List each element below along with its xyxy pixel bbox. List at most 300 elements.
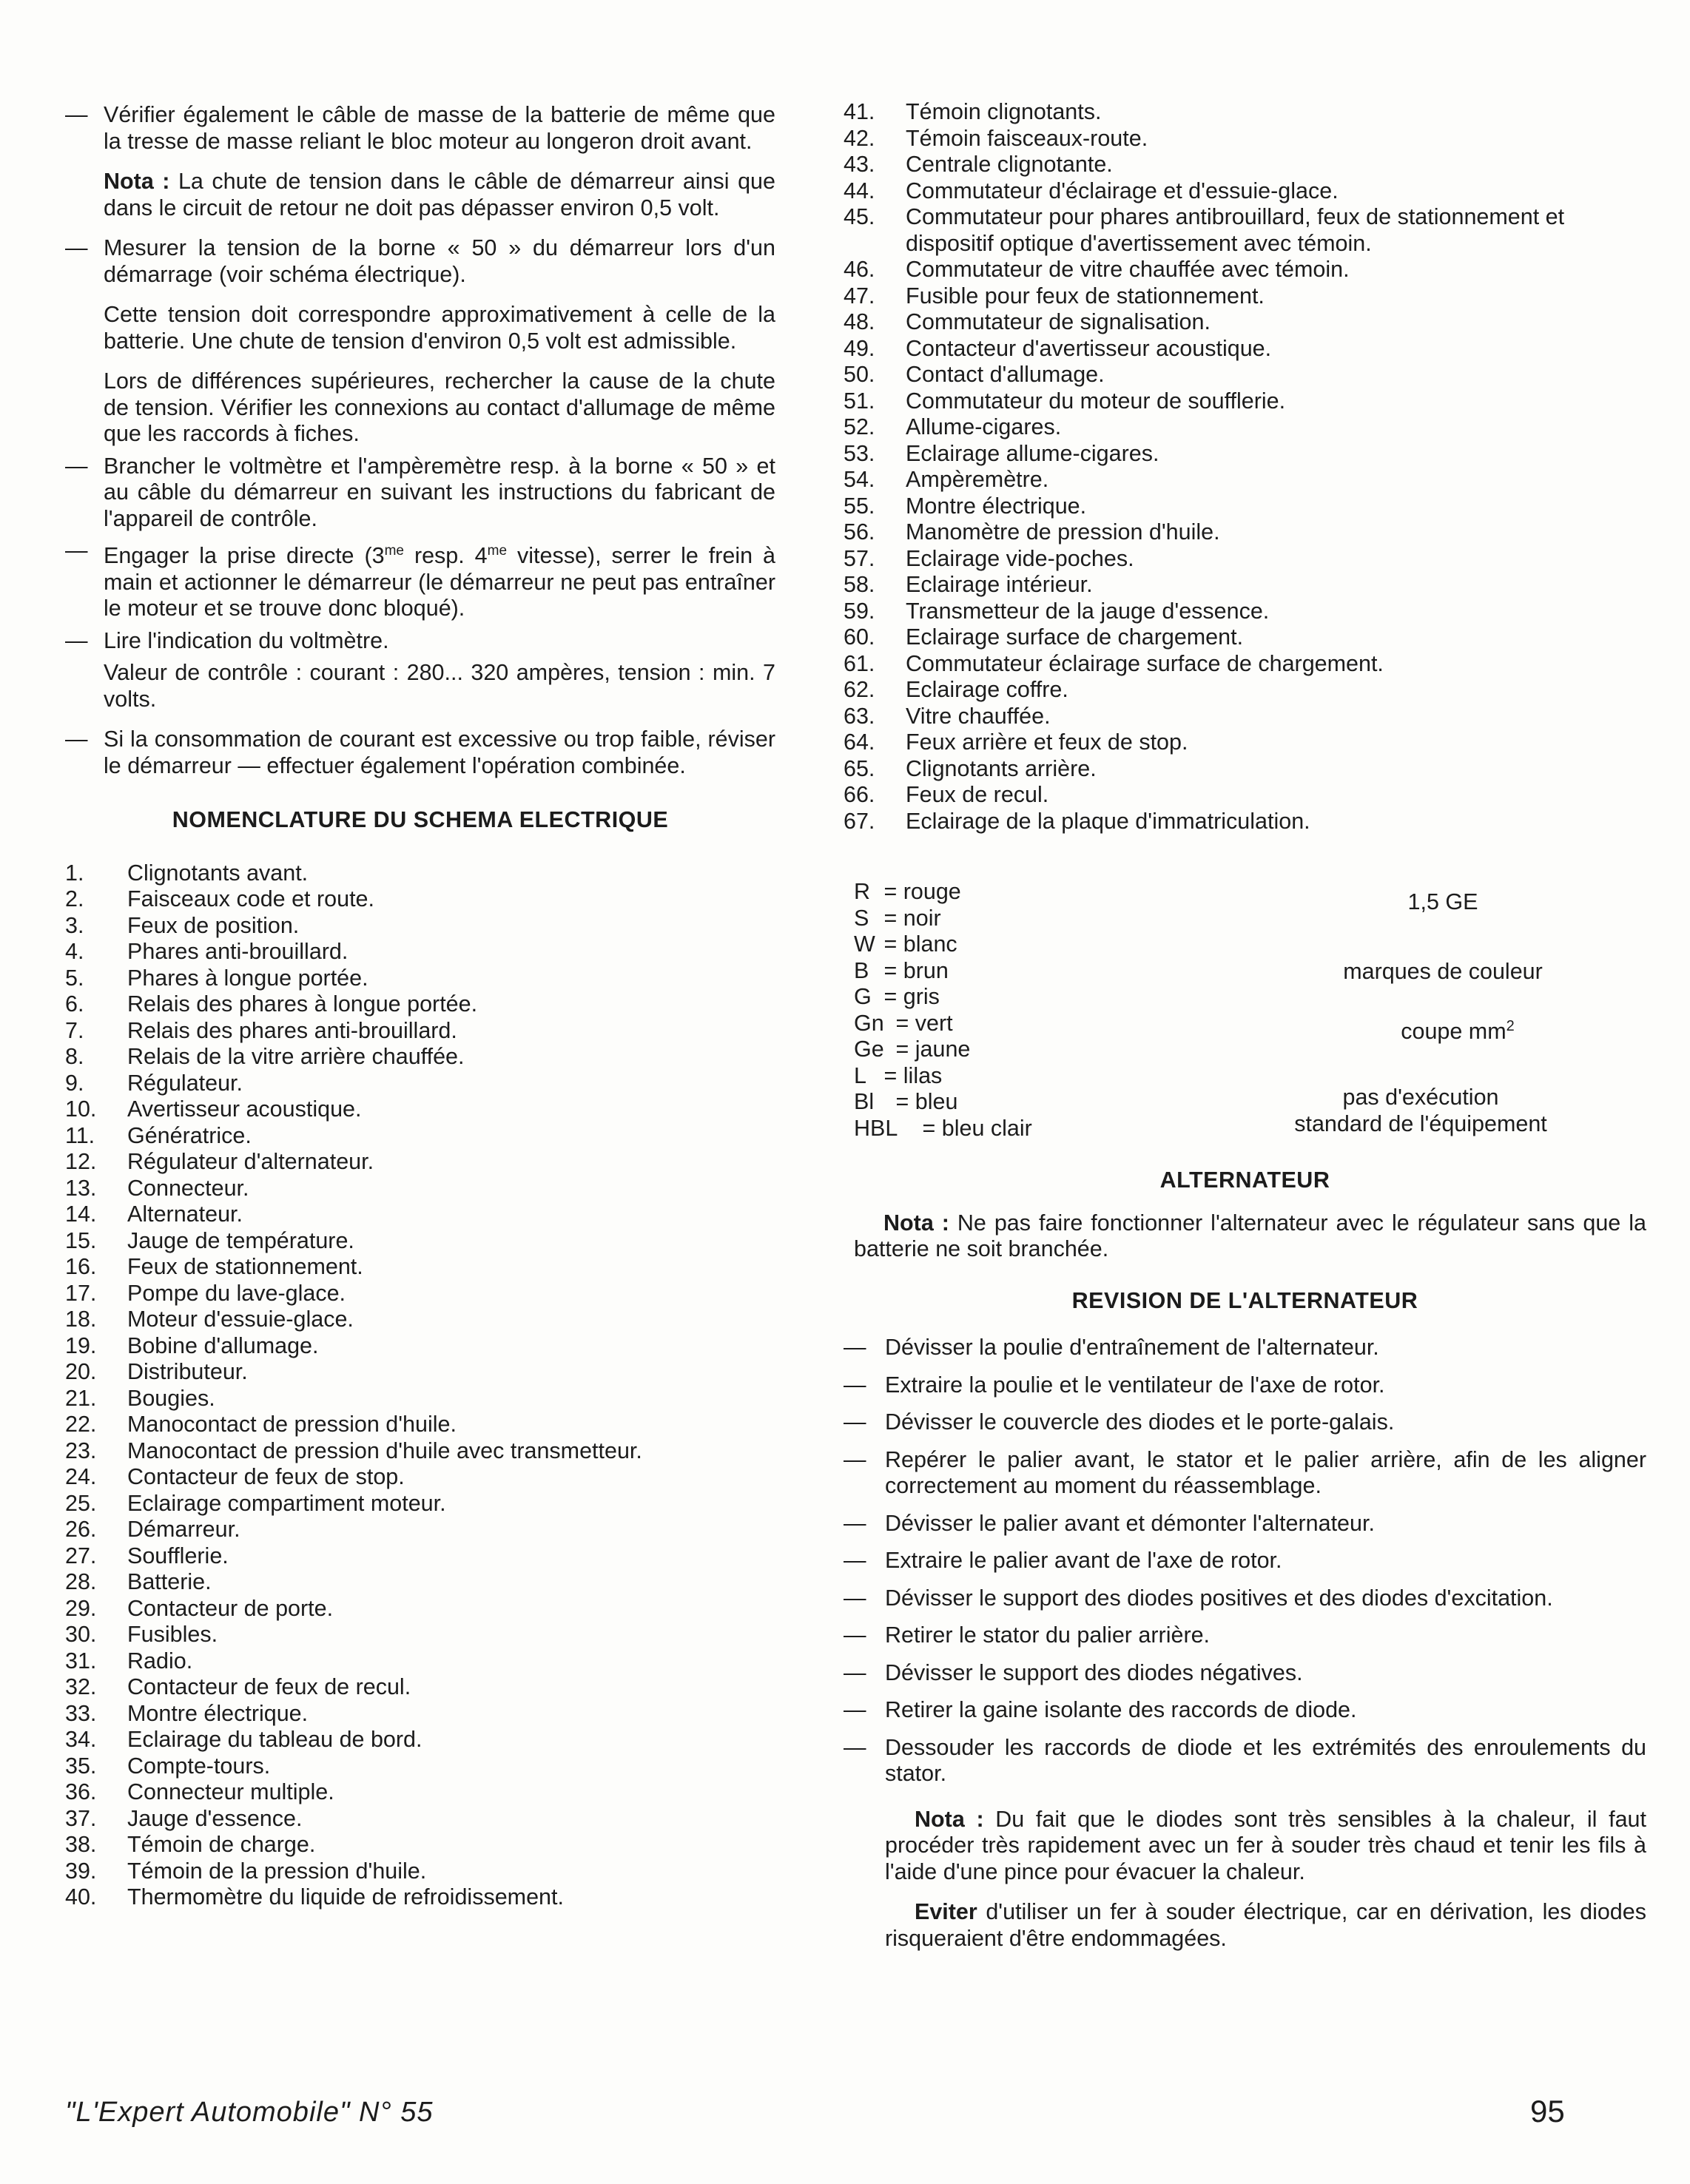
item-number: 41. bbox=[844, 99, 875, 124]
page-number: 95 bbox=[1530, 2094, 1565, 2129]
item-text: Connecteur. bbox=[127, 1175, 249, 1201]
list-item bbox=[65, 1176, 775, 1202]
instruction-item bbox=[65, 538, 775, 622]
instruction-item bbox=[65, 454, 775, 533]
item-text: Relais de la vitre arrière chauffée. bbox=[127, 1044, 465, 1070]
color-name: gris bbox=[903, 984, 940, 1009]
revision-step bbox=[844, 1585, 1646, 1612]
dash-marker: — bbox=[844, 1372, 866, 1398]
item-number: 26. bbox=[65, 1517, 97, 1543]
item-text: Manomètre de pression d'huile. bbox=[906, 519, 1220, 545]
item-text: Feux de position. bbox=[127, 912, 300, 938]
color-code-row bbox=[854, 879, 1032, 906]
revision-step bbox=[844, 1511, 1646, 1537]
list-item bbox=[844, 546, 1646, 573]
item-number: 55. bbox=[844, 493, 875, 519]
item-text: Phares à longue portée. bbox=[127, 965, 368, 991]
item-number: 48. bbox=[844, 309, 875, 334]
list-item bbox=[65, 913, 775, 940]
list-item bbox=[65, 1359, 775, 1386]
nomenclature-heading: NOMENCLATURE DU SCHEMA ELECTRIQUE bbox=[172, 807, 669, 833]
list-item bbox=[65, 1123, 775, 1150]
item-text: Fusibles. bbox=[127, 1622, 218, 1648]
list-item bbox=[844, 362, 1646, 388]
item-number: 61. bbox=[844, 650, 875, 676]
list-item bbox=[844, 677, 1646, 704]
color-code: L bbox=[854, 1062, 866, 1088]
item-number: 14. bbox=[65, 1201, 97, 1227]
step-text: Extraire le palier avant de l'axe de rotor. bbox=[885, 1548, 1282, 1573]
list-item bbox=[65, 1779, 775, 1806]
dash-marker: — bbox=[65, 453, 88, 479]
list-item bbox=[65, 1096, 775, 1123]
list-item bbox=[65, 939, 775, 965]
equals-sign: = bbox=[878, 984, 903, 1009]
dash-marker: — bbox=[844, 1335, 866, 1360]
item-number: 36. bbox=[65, 1779, 97, 1805]
dash-marker: — bbox=[844, 1548, 866, 1573]
list-item bbox=[844, 624, 1646, 651]
dash-marker: — bbox=[844, 1697, 866, 1722]
item-text: Commutateur éclairage surface de chargement. bbox=[906, 650, 1384, 676]
color-code-row bbox=[854, 1063, 1032, 1090]
publication-footer: "L'Expert Automobile" N° 55 bbox=[65, 2097, 434, 2128]
item-text: Thermomètre du liquide de refroidissement. bbox=[127, 1884, 564, 1910]
nomenclature-list-41-67 bbox=[844, 99, 1646, 835]
item-text: Transmetteur de la jauge d'essence. bbox=[906, 598, 1270, 624]
item-number: 67. bbox=[844, 808, 875, 834]
paragraph-text: La chute de tension dans le câble de démarreur ainsi que dans le circuit de retour ne doit pas dépasser environ 0,5 volt. bbox=[104, 169, 775, 220]
list-item bbox=[65, 1386, 775, 1412]
item-text: Commutateur du moteur de soufflerie. bbox=[906, 388, 1286, 414]
item-text: Jauge d'essence. bbox=[127, 1805, 303, 1831]
instruction-paragraph bbox=[104, 302, 775, 354]
legend-non-standard bbox=[1199, 1085, 1643, 1137]
item-text: Feux arrière et feux de stop. bbox=[906, 729, 1188, 755]
list-item bbox=[65, 1884, 775, 1911]
color-code: G bbox=[854, 984, 872, 1009]
item-text: Contacteur de feux de stop. bbox=[127, 1464, 405, 1490]
color-code-row bbox=[854, 906, 1032, 932]
item-number: 43. bbox=[844, 152, 875, 177]
revision-step bbox=[844, 1372, 1646, 1399]
color-code-list bbox=[854, 879, 1032, 1142]
legend-non-standard-line2: standard de l'équipement bbox=[1294, 1110, 1547, 1136]
dash-marker: — bbox=[65, 102, 88, 127]
alternator-heading: ALTERNATEUR bbox=[1159, 1167, 1330, 1193]
item-text: Jauge de température. bbox=[127, 1227, 354, 1253]
step-text: Retirer le stator du palier arrière. bbox=[885, 1622, 1211, 1648]
dash-marker: — bbox=[65, 538, 88, 563]
list-item bbox=[65, 1806, 775, 1833]
step-text: Dévisser le palier avant et démonter l'alternateur. bbox=[885, 1510, 1375, 1536]
list-item bbox=[65, 1201, 775, 1228]
item-number: 40. bbox=[65, 1884, 97, 1910]
list-item bbox=[65, 1228, 775, 1255]
item-number: 62. bbox=[844, 677, 875, 702]
list-item bbox=[844, 519, 1646, 546]
list-item bbox=[65, 1464, 775, 1491]
item-number: 16. bbox=[65, 1254, 97, 1280]
instruction-item bbox=[65, 727, 775, 779]
instruction-text: Brancher le voltmètre et l'ampèremètre resp. à la borne « 50 » et au câble du démarreur en suivant les instructions du fabricant de l'appareil de contrôle. bbox=[104, 453, 775, 531]
item-number: 57. bbox=[844, 545, 875, 571]
item-text: Batterie. bbox=[127, 1569, 212, 1595]
right-column bbox=[844, 99, 1646, 1966]
item-text: Ampèremètre. bbox=[906, 467, 1049, 492]
revision-step bbox=[844, 1548, 1646, 1574]
item-text: Eclairage de la plaque d'immatriculation. bbox=[906, 808, 1310, 834]
item-number: 5. bbox=[65, 965, 84, 991]
item-text: Soufflerie. bbox=[127, 1543, 229, 1568]
item-number: 31. bbox=[65, 1648, 97, 1674]
list-item bbox=[65, 1701, 775, 1728]
item-text: Phares anti-brouillard. bbox=[127, 939, 349, 965]
color-name: lilas bbox=[903, 1062, 943, 1088]
item-text: Feux de stationnement. bbox=[127, 1254, 363, 1280]
equals-sign: = bbox=[878, 879, 903, 904]
item-text: Connecteur multiple. bbox=[127, 1779, 334, 1805]
item-number: 2. bbox=[65, 886, 84, 912]
list-item bbox=[844, 467, 1646, 493]
list-item bbox=[65, 1307, 775, 1333]
color-code-row bbox=[854, 1089, 1032, 1116]
list-item bbox=[65, 965, 775, 992]
item-text: Eclairage coffre. bbox=[906, 677, 1068, 702]
list-item bbox=[844, 283, 1646, 310]
item-number: 49. bbox=[844, 335, 875, 361]
list-item bbox=[65, 1281, 775, 1307]
item-number: 12. bbox=[65, 1149, 97, 1175]
list-item bbox=[65, 1543, 775, 1570]
item-number: 24. bbox=[65, 1464, 97, 1490]
list-item bbox=[65, 1491, 775, 1517]
item-text: Pompe du lave-glace. bbox=[127, 1280, 346, 1306]
list-item bbox=[844, 809, 1646, 835]
item-text: Faisceaux code et route. bbox=[127, 886, 374, 912]
color-code-row bbox=[854, 958, 1032, 985]
color-code-row bbox=[854, 931, 1032, 958]
list-item bbox=[844, 204, 1646, 257]
list-item bbox=[844, 257, 1646, 283]
item-number: 32. bbox=[65, 1674, 97, 1700]
equals-sign: = bbox=[889, 1010, 915, 1036]
list-item bbox=[844, 493, 1646, 520]
item-number: 22. bbox=[65, 1412, 97, 1438]
revision-step bbox=[844, 1697, 1646, 1724]
list-item bbox=[844, 782, 1646, 809]
list-item bbox=[65, 860, 775, 887]
legend-section-text: coupe mm bbox=[1401, 1019, 1506, 1045]
color-code: B bbox=[854, 957, 869, 983]
item-number: 21. bbox=[65, 1385, 97, 1411]
item-number: 50. bbox=[844, 362, 875, 387]
note-label: Nota : bbox=[915, 1806, 984, 1832]
item-number: 17. bbox=[65, 1280, 97, 1306]
list-item bbox=[65, 1622, 775, 1648]
list-item bbox=[65, 1254, 775, 1281]
item-text: Contact d'allumage. bbox=[906, 362, 1105, 387]
instruction-paragraph bbox=[104, 368, 775, 448]
item-text: Allume-cigares. bbox=[906, 414, 1062, 439]
color-code-row bbox=[854, 984, 1032, 1011]
item-number: 56. bbox=[844, 519, 875, 545]
item-text: Commutateur d'éclairage et d'essuie-glace. bbox=[906, 178, 1339, 203]
color-code: Gn bbox=[854, 1010, 884, 1036]
item-text: Eclairage intérieur. bbox=[906, 572, 1093, 597]
list-item bbox=[65, 991, 775, 1018]
instruction-item bbox=[65, 102, 775, 155]
list-item bbox=[65, 886, 775, 913]
starter-check-instructions bbox=[65, 102, 775, 779]
legend-non-standard-line1: pas d'exécution bbox=[1342, 1085, 1499, 1110]
revision-step bbox=[844, 1409, 1646, 1436]
dash-marker: — bbox=[844, 1409, 866, 1435]
color-name: jaune bbox=[915, 1037, 971, 1062]
list-item bbox=[65, 1517, 775, 1543]
revision-step bbox=[844, 1735, 1646, 1787]
item-text: Distributeur. bbox=[127, 1359, 248, 1385]
list-item bbox=[844, 309, 1646, 336]
list-item bbox=[844, 729, 1646, 756]
text-fragment: resp. 4 bbox=[404, 543, 488, 569]
revision-step bbox=[844, 1660, 1646, 1687]
step-text: Extraire la poulie et le ventilateur de l'axe de rotor. bbox=[885, 1372, 1385, 1398]
item-text: Relais des phares à longue portée. bbox=[127, 991, 478, 1017]
item-number: 51. bbox=[844, 388, 875, 414]
step-text: Repérer le palier avant, le stator et le palier arrière, afin de les aligner correctement au moment du réassemblage. bbox=[885, 1446, 1646, 1498]
item-number: 63. bbox=[844, 703, 875, 729]
note-label: Nota : bbox=[104, 169, 170, 194]
equals-sign: = bbox=[878, 1062, 903, 1088]
list-item bbox=[65, 1727, 775, 1753]
item-number: 35. bbox=[65, 1753, 97, 1779]
item-number: 45. bbox=[844, 204, 875, 229]
equals-sign: = bbox=[878, 957, 903, 983]
instruction-item bbox=[65, 235, 775, 288]
item-number: 53. bbox=[844, 440, 875, 466]
item-text: Commutateur de signalisation. bbox=[906, 309, 1211, 334]
legend-color-marks: marques de couleur bbox=[1343, 959, 1543, 984]
color-code-row bbox=[854, 1011, 1032, 1037]
legend-section-exponent: 2 bbox=[1506, 1018, 1515, 1034]
item-text: Génératrice. bbox=[127, 1122, 252, 1148]
color-name: bleu bbox=[915, 1089, 958, 1114]
item-text: Contacteur de feux de recul. bbox=[127, 1674, 411, 1700]
color-code: S bbox=[854, 905, 869, 931]
nomenclature-list-1-40 bbox=[65, 860, 775, 1911]
item-number: 33. bbox=[65, 1700, 97, 1726]
item-number: 18. bbox=[65, 1307, 97, 1332]
legend-section bbox=[1295, 1014, 1620, 1045]
instruction-text: Lire l'indication du voltmètre. bbox=[104, 627, 389, 653]
list-item bbox=[65, 1648, 775, 1675]
item-number: 54. bbox=[844, 467, 875, 492]
paragraph-text: Cette tension doit correspondre approximativement à celle de la batterie. Une chute de tension d'environ 0,5 volt est admissible. bbox=[104, 302, 775, 354]
text-fragment: Engager la prise directe (3 bbox=[104, 543, 385, 569]
list-item bbox=[65, 1596, 775, 1622]
color-code-row bbox=[854, 1116, 1032, 1142]
item-text: Commutateur pour phares antibrouillard, feux de stationnement et dispositif optique d'avertissement avec témoin. bbox=[906, 204, 1565, 256]
color-code: R bbox=[854, 879, 871, 904]
item-text: Radio. bbox=[127, 1648, 193, 1674]
instruction-paragraph bbox=[104, 169, 775, 221]
warning-label: Eviter bbox=[915, 1899, 977, 1924]
item-text: Alternateur. bbox=[127, 1201, 243, 1227]
list-item bbox=[65, 1832, 775, 1858]
instruction-paragraph bbox=[104, 660, 775, 712]
revision-step bbox=[844, 1335, 1646, 1361]
item-number: 52. bbox=[844, 414, 875, 439]
list-item bbox=[844, 126, 1646, 152]
item-number: 34. bbox=[65, 1727, 97, 1753]
equals-sign: = bbox=[889, 1037, 915, 1062]
step-text: Dessouder les raccords de diode et les extrémités des enroulements du stator. bbox=[885, 1734, 1646, 1786]
item-text: Régulateur. bbox=[127, 1070, 243, 1096]
list-item bbox=[844, 152, 1646, 178]
list-item bbox=[844, 599, 1646, 625]
item-text: Contacteur de porte. bbox=[127, 1595, 334, 1621]
list-item bbox=[844, 414, 1646, 441]
diode-heat-note bbox=[885, 1807, 1646, 1886]
list-item bbox=[844, 336, 1646, 363]
item-text: Contacteur d'avertisseur acoustique. bbox=[906, 335, 1272, 361]
revision-steps bbox=[844, 1335, 1646, 1787]
instruction-text: Si la consommation de courant est excessive ou trop faible, réviser le démarreur — effectuer également l'opération combinée. bbox=[104, 727, 775, 778]
item-text: Eclairage surface de chargement. bbox=[906, 624, 1244, 650]
revision-step bbox=[844, 1622, 1646, 1649]
equals-sign: = bbox=[878, 905, 903, 931]
item-number: 47. bbox=[844, 283, 875, 309]
item-number: 46. bbox=[844, 257, 875, 282]
list-item bbox=[844, 388, 1646, 415]
instruction-text: Vérifier également le câble de masse de la batterie de même que la tresse de masse reliant le bloc moteur au longeron droit avant. bbox=[104, 102, 775, 154]
text-fragment: vitesse), serrer le frein à main et actionner le démarreur (le démarreur ne peut pas entraîner le moteur et se trouve donc bloqué). bbox=[104, 543, 775, 621]
list-item bbox=[844, 756, 1646, 783]
dash-marker: — bbox=[844, 1585, 866, 1611]
item-number: 29. bbox=[65, 1595, 97, 1621]
item-text: Bobine d'allumage. bbox=[127, 1332, 319, 1358]
note-text: Du fait que le diodes sont très sensibles à la chaleur, il faut procéder très rapidement avec un fer à souder très chaud et tenir les fils à l'aide d'une pince pour évacuer la chaleur. bbox=[885, 1806, 1646, 1884]
item-text: Fusible pour feux de stationnement. bbox=[906, 283, 1265, 309]
dash-marker: — bbox=[844, 1446, 866, 1472]
item-text: Manocontact de pression d'huile avec transmetteur. bbox=[127, 1438, 642, 1463]
item-text: Clignotants arrière. bbox=[906, 755, 1097, 781]
item-number: 38. bbox=[65, 1832, 97, 1858]
alternator-revision-heading: REVISION DE L'ALTERNATEUR bbox=[1071, 1287, 1418, 1313]
item-number: 66. bbox=[844, 782, 875, 807]
list-item bbox=[844, 704, 1646, 730]
text-fragment: me bbox=[384, 543, 404, 559]
paragraph-text: Lors de différences supérieures, rechercher la cause de la chute de tension. Vérifier les connexions au contact d'allumage de même que les raccords à fiches. bbox=[104, 368, 775, 446]
list-item bbox=[65, 1018, 775, 1045]
note-text: Ne pas faire fonctionner l'alternateur avec le régulateur sans que la batterie ne soit branchée. bbox=[854, 1210, 1646, 1261]
color-code: W bbox=[854, 931, 875, 957]
dash-marker: — bbox=[844, 1622, 866, 1648]
instruction-item bbox=[65, 628, 775, 655]
item-text: Centrale clignotante. bbox=[906, 152, 1113, 177]
color-code: Ge bbox=[854, 1037, 884, 1062]
color-name: rouge bbox=[903, 879, 961, 904]
dash-marker: — bbox=[844, 1734, 866, 1760]
list-item bbox=[65, 1569, 775, 1596]
left-column bbox=[65, 102, 775, 1911]
item-number: 27. bbox=[65, 1543, 97, 1568]
dash-marker: — bbox=[65, 627, 88, 653]
item-number: 42. bbox=[844, 125, 875, 151]
dash-marker: — bbox=[65, 235, 88, 260]
color-name: noir bbox=[903, 905, 941, 931]
list-item bbox=[65, 1333, 775, 1360]
text-fragment: me bbox=[487, 543, 508, 559]
item-text: Vitre chauffée. bbox=[906, 703, 1051, 729]
item-text: Commutateur de vitre chauffée avec témoin. bbox=[906, 257, 1350, 282]
item-number: 59. bbox=[844, 598, 875, 624]
item-number: 23. bbox=[65, 1438, 97, 1463]
step-text: Dévisser la poulie d'entraînement de l'alternateur. bbox=[885, 1335, 1379, 1360]
dash-marker: — bbox=[844, 1659, 866, 1685]
list-item bbox=[65, 1044, 775, 1071]
step-text: Retirer la gaine isolante des raccords de diode. bbox=[885, 1697, 1357, 1722]
item-text: Témoin faisceaux-route. bbox=[906, 125, 1148, 151]
item-number: 1. bbox=[65, 860, 84, 886]
item-text: Bougies. bbox=[127, 1385, 215, 1411]
item-text: Relais des phares anti-brouillard. bbox=[127, 1017, 457, 1043]
item-text: Manocontact de pression d'huile. bbox=[127, 1412, 457, 1438]
step-text: Dévisser le support des diodes positives et des diodes d'excitation. bbox=[885, 1585, 1553, 1611]
list-item bbox=[65, 1674, 775, 1701]
item-number: 10. bbox=[65, 1096, 97, 1122]
color-name: bleu clair bbox=[941, 1115, 1032, 1141]
item-text: Témoin clignotants. bbox=[906, 99, 1102, 124]
list-item bbox=[65, 1858, 775, 1885]
item-number: 30. bbox=[65, 1622, 97, 1648]
step-text: Dévisser le couvercle des diodes et le porte-galais. bbox=[885, 1409, 1395, 1435]
equals-sign: = bbox=[889, 1089, 915, 1114]
list-item bbox=[65, 1071, 775, 1097]
list-item bbox=[65, 1412, 775, 1438]
color-code: Bl bbox=[854, 1089, 875, 1114]
item-number: 20. bbox=[65, 1359, 97, 1385]
equals-sign: = bbox=[878, 931, 903, 957]
color-name: blanc bbox=[903, 931, 957, 957]
list-item bbox=[65, 1753, 775, 1780]
item-number: 64. bbox=[844, 729, 875, 755]
dash-marker: — bbox=[844, 1510, 866, 1536]
item-text: Témoin de charge. bbox=[127, 1832, 316, 1858]
item-text: Eclairage vide-poches. bbox=[906, 545, 1134, 571]
color-name: vert bbox=[915, 1010, 953, 1036]
item-number: 15. bbox=[65, 1227, 97, 1253]
item-number: 8. bbox=[65, 1044, 84, 1070]
item-number: 44. bbox=[844, 178, 875, 203]
color-code-row bbox=[854, 1037, 1032, 1063]
item-text: Moteur d'essuie-glace. bbox=[127, 1307, 354, 1332]
item-number: 6. bbox=[65, 991, 84, 1017]
item-text: Montre électrique. bbox=[906, 493, 1087, 519]
color-name: brun bbox=[903, 957, 949, 983]
color-code: HBL bbox=[854, 1115, 898, 1141]
item-text: Avertisseur acoustique. bbox=[127, 1096, 362, 1122]
item-text: Eclairage du tableau de bord. bbox=[127, 1727, 422, 1753]
item-number: 39. bbox=[65, 1858, 97, 1884]
item-number: 3. bbox=[65, 912, 84, 938]
soldering-warning bbox=[885, 1899, 1646, 1952]
alternator-note bbox=[854, 1210, 1646, 1263]
item-number: 65. bbox=[844, 755, 875, 781]
item-text: Compte-tours. bbox=[127, 1753, 271, 1779]
list-item bbox=[65, 1149, 775, 1176]
